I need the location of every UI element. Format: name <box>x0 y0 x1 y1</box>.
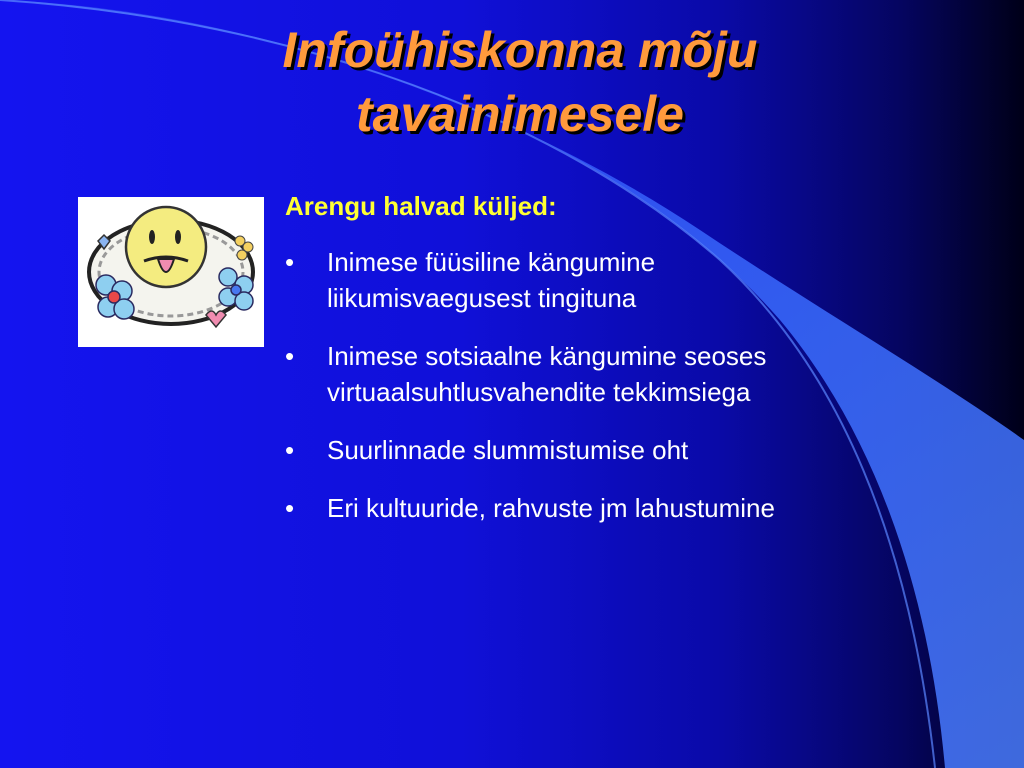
title-line-1: Infoühiskonna mõju <box>282 22 758 78</box>
bullet-item <box>285 244 845 316</box>
bullet-text: Eri kultuuride, rahvuste jm lahustumine <box>327 493 775 523</box>
bullet-list <box>285 244 845 526</box>
bullet-text: Inimese füüsiline kängumine liikumisvaegusest tingituna <box>327 247 656 313</box>
title-line-2: tavainimesele <box>356 86 684 142</box>
bullet-glyph: • <box>285 493 295 523</box>
bullet-item <box>285 338 845 410</box>
bullet-text: Inimese sotsiaalne kängumine seoses virtuaalsuhtlusvahendite tekkimsiega <box>327 341 767 407</box>
sick-smiley-face-icon <box>78 197 264 347</box>
slide-title <box>130 18 910 146</box>
slide-body <box>285 188 845 548</box>
bullet-text: Suurlinnade slummistumise oht <box>327 435 689 465</box>
section-heading: Arengu halvad küljed: <box>285 191 557 221</box>
bullet-glyph: • <box>285 435 295 465</box>
bullet-glyph: • <box>285 247 295 277</box>
bullet-item <box>285 432 845 468</box>
bullet-glyph: • <box>285 341 295 371</box>
bullet-item <box>285 490 845 526</box>
